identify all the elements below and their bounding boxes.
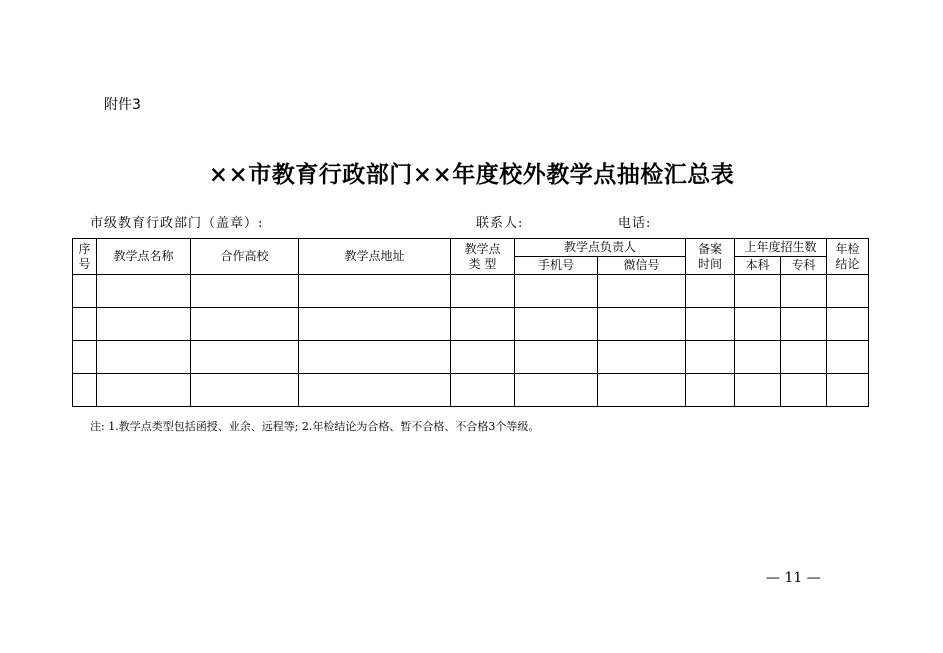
table-cell: [827, 275, 869, 308]
table-row: [73, 308, 869, 341]
table-cell: [735, 341, 781, 374]
header-site-type-line2: 类 型: [468, 256, 497, 271]
table-cell: [73, 341, 97, 374]
summary-table: [72, 238, 869, 407]
table-cell: [598, 308, 686, 341]
table-cell: [451, 374, 515, 407]
table-cell: [191, 275, 299, 308]
table-cell: [97, 308, 191, 341]
table-cell: [299, 308, 451, 341]
table-cell: [299, 341, 451, 374]
dept-label: 市级教育行政部门（盖章）:: [90, 216, 264, 231]
table-cell: [827, 374, 869, 407]
page-title: ××市教育行政部门××年度校外教学点抽检汇总表: [208, 161, 735, 188]
header-manager: 教学点负责人: [515, 239, 686, 257]
header-result: [827, 239, 869, 275]
table-cell: [598, 341, 686, 374]
header-site-name: 教学点名称: [97, 239, 191, 275]
table-cell: [191, 341, 299, 374]
table-cell: [73, 308, 97, 341]
header-bachelor: 本科: [735, 257, 781, 275]
table-cell: [299, 374, 451, 407]
header-enrollment: 上年度招生数: [735, 239, 827, 257]
table-cell: [451, 275, 515, 308]
table-cell: [97, 374, 191, 407]
header-phone: 手机号: [515, 257, 598, 275]
header-site-type-line1: 教学点: [464, 241, 501, 256]
table-cell: [598, 374, 686, 407]
table-cell: [735, 374, 781, 407]
header-site-type: [451, 239, 515, 275]
footnote: 注: 1.教学点类型包括函授、业余、远程等; 2.年检结论为合格、暂不合格、不合格3个等级。: [90, 420, 540, 433]
table-cell: [735, 308, 781, 341]
table-cell: [686, 308, 735, 341]
contact-label: 联系人:: [476, 216, 524, 231]
header-associate: 专科: [781, 257, 827, 275]
table-cell: [686, 374, 735, 407]
page-number: — 11 —: [766, 570, 821, 586]
table-row: [73, 341, 869, 374]
table-cell: [515, 374, 598, 407]
table-cell: [451, 341, 515, 374]
header-wechat: 微信号: [598, 257, 686, 275]
table-row: [73, 374, 869, 407]
table-cell: [191, 374, 299, 407]
table-cell: [97, 275, 191, 308]
table-cell: [97, 341, 191, 374]
table-cell: [515, 341, 598, 374]
header-record-line1: 备案: [698, 241, 723, 256]
table-cell: [781, 308, 827, 341]
table-cell: [686, 341, 735, 374]
attachment-label: 附件3: [104, 97, 141, 113]
phone-label: 电话:: [618, 216, 652, 231]
table-cell: [827, 308, 869, 341]
table-cell: [827, 341, 869, 374]
table-row: [73, 275, 869, 308]
table-cell: [781, 341, 827, 374]
table-cell: [686, 275, 735, 308]
header-partner-univ: 合作高校: [191, 239, 299, 275]
header-record-time: [686, 239, 735, 275]
table-cell: [598, 275, 686, 308]
table-cell: [73, 374, 97, 407]
header-seq-line1: 序: [78, 241, 91, 256]
header-seq-line2: 号: [78, 256, 91, 271]
table-cell: [515, 308, 598, 341]
table-cell: [515, 275, 598, 308]
header-record-line2: 时间: [698, 256, 723, 271]
table-cell: [451, 308, 515, 341]
table-body: [73, 275, 869, 407]
header-site-address: 教学点地址: [299, 239, 451, 275]
table-cell: [73, 275, 97, 308]
table-cell: [781, 275, 827, 308]
table-cell: [191, 308, 299, 341]
header-result-line1: 年检: [835, 241, 860, 256]
table-cell: [781, 374, 827, 407]
header-seq: [73, 239, 97, 275]
table-cell: [299, 275, 451, 308]
header-result-line2: 结论: [835, 256, 860, 271]
table-cell: [735, 275, 781, 308]
